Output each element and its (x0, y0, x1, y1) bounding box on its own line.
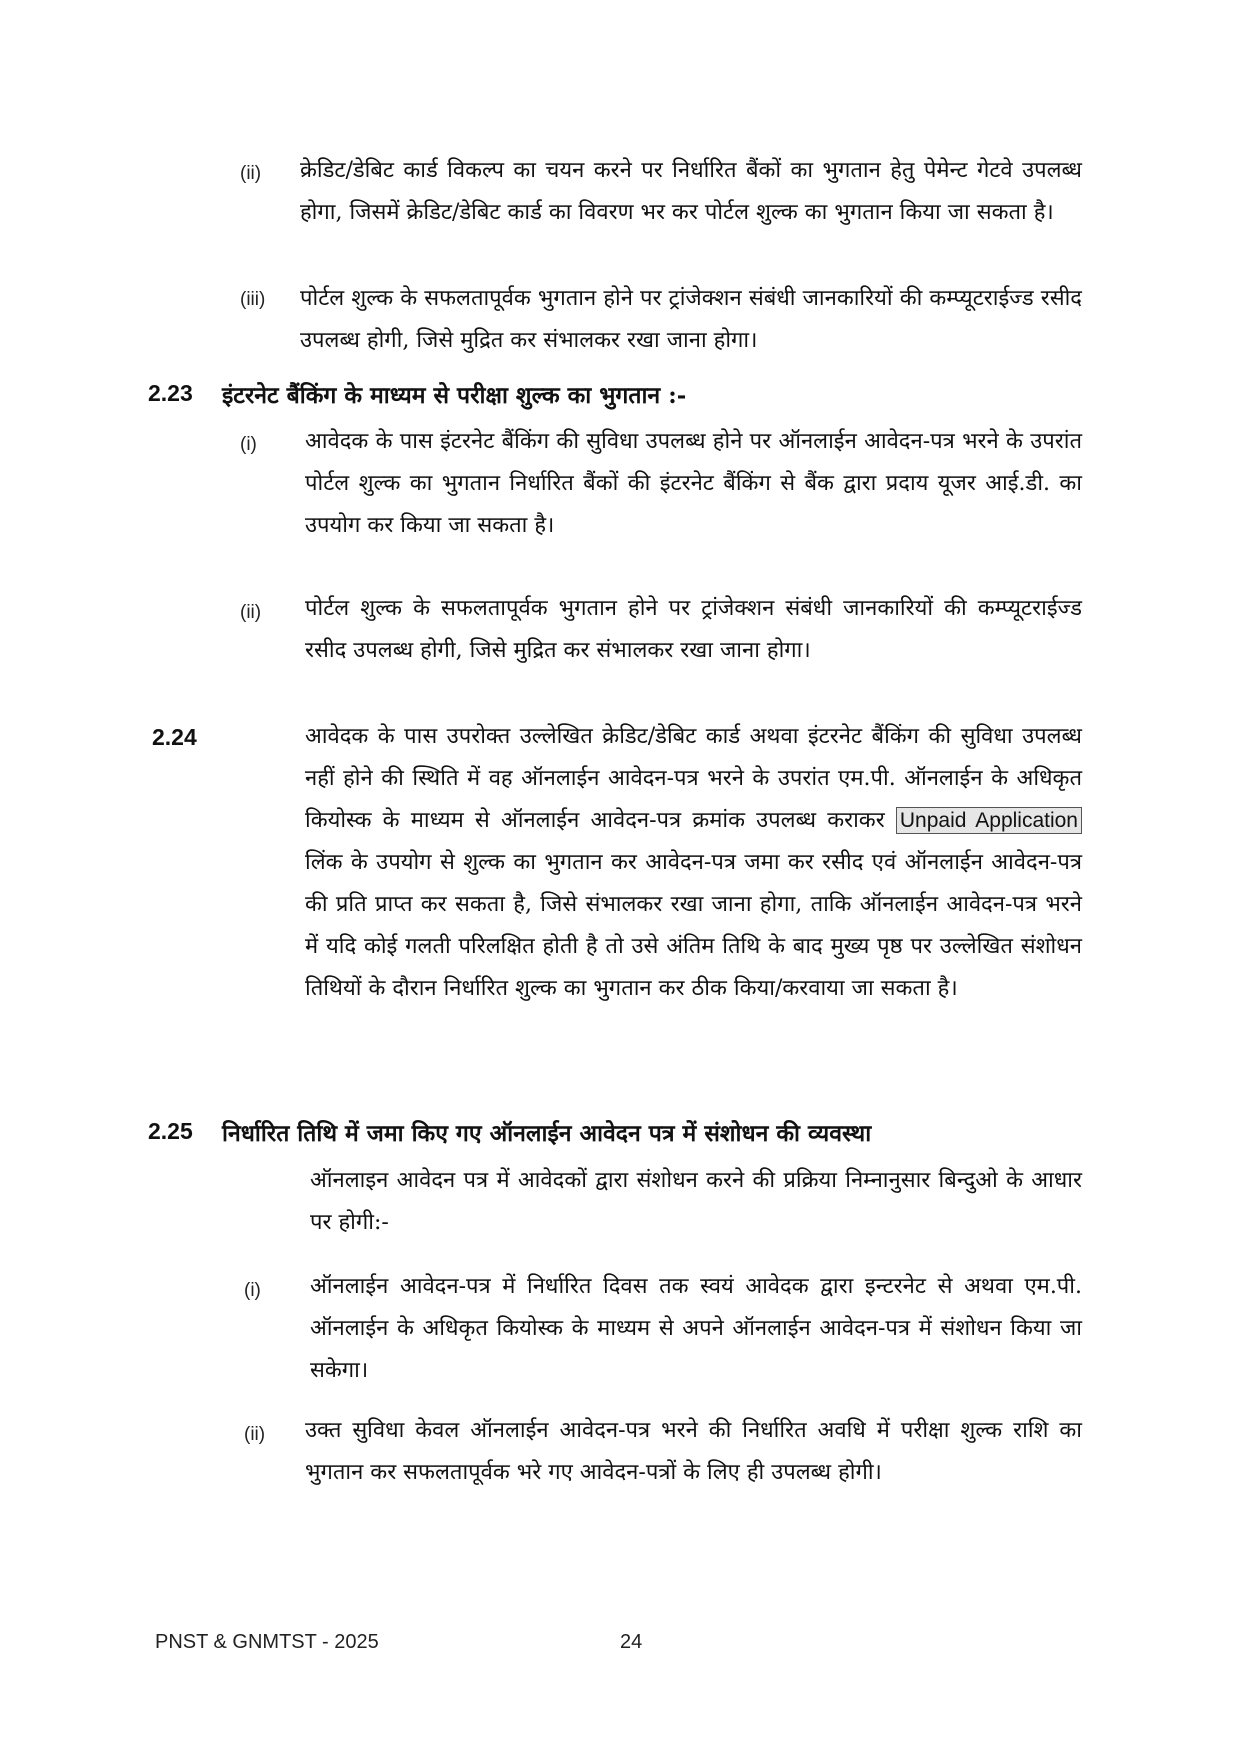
item-text: क्रेडिट/डेबिट कार्ड विकल्प का चयन करने पर निर्धारित बैंकों का भुगतान हेतु पेमेन्ट गेटवे उपलब्ध होगा, जिसमें क्रेडिट/डेबिट कार्ड का विवरण भर कर पोर्टल शुल्क का भुगतान किया जा सकता है। (300, 158, 1082, 225)
section-title: निर्धारित तिथि में जमा किए गए ऑनलाईन आवेदन पत्र में संशोधन की व्यवस्था (222, 1120, 872, 1147)
item-number: (iii) (240, 289, 266, 310)
footer-title: PNST & GNMTST - 2025 (155, 1631, 379, 1653)
text-before-link: आवेदक के पास उपरोक्त उल्लेखित क्रेडिट/डेबिट कार्ड अथवा इंटरनेट बैंकिंग की सुविधा उपलब्ध नहीं होने की स्थिति में वह ऑनलाईन आवेदन-पत्र भरने के उपरांत एम.पी. ऑनलाईन के अधिकृत कियोस्क के माध्यम से ऑनलाईन आवेदन-पत्र क्रमांक उपलब्ध कराकर (305, 724, 1082, 833)
text-after-link: लिंक के उपयोग से शुल्क का भुगतान कर आवेदन-पत्र जमा कर रसीद एवं ऑनलाईन आवेदन-पत्र की प्रति प्राप्त कर सकता है, जिसे संभालकर रखा जाना होगा, ताकि ऑनलाईन आवेदन-पत्र भरने में यदि कोई गलती परिलक्षित होती है तो उसे अंतिम तिथि के बाद मुख्य पृष्ठ पर उल्लेखित संशोधन तिथियों के दौरान निर्धारित शुल्क का भुगतान कर ठीक किया/करवाया जा सकता है। (305, 850, 1082, 1001)
item-text: ऑनलाईन आवेदन-पत्र में निर्धारित दिवस तक स्वयं आवेदक द्वारा इन्टरनेट से अथवा एम.पी. ऑनलाईन के अधिकृत कियोस्क के माध्यम से अपने ऑनलाईन आवेदन-पत्र में संशोधन किया जा सकेगा। (310, 1274, 1082, 1383)
item-number: (i) (240, 434, 257, 455)
section-number: 2.23 (148, 380, 193, 406)
page-number: 24 (620, 1631, 643, 1653)
section-title: इंटरनेट बैंकिंग के माध्यम से परीक्षा शुल्क का भुगतान :- (222, 382, 687, 409)
item-number: (ii) (244, 1424, 266, 1445)
section-number: 2.24 (152, 724, 197, 750)
item-text: पोर्टल शुल्क के सफलतापूर्वक भुगतान होने पर ट्रांजेक्शन संबंधी जानकारियों की कम्प्यूटराईज्ड रसीद उपलब्ध होगी, जिसे मुद्रित कर संभालकर रखा जाना होगा। (305, 596, 1082, 663)
item-text: उक्त सुविधा केवल ऑनलाईन आवेदन-पत्र भरने की निर्धारित अवधि में परीक्षा शुल्क राशि का भुगतान कर सफलतापूर्वक भरे गए आवेदन-पत्रों के लिए ही उपलब्ध होगी। (305, 1418, 1082, 1485)
unpaid-application-link[interactable]: Unpaid Application (896, 807, 1082, 834)
item-text: आवेदक के पास इंटरनेट बैंकिंग की सुविधा उपलब्ध होने पर ऑनलाईन आवेदन-पत्र भरने के उपरांत पोर्टल शुल्क का भुगतान निर्धारित बैंकों की इंटरनेट बैंकिंग से बैंक द्वारा प्रदाय यूजर आई.डी. का उपयोग कर किया जा सकता है। (305, 429, 1082, 538)
section-number: 2.25 (148, 1118, 193, 1144)
section-intro: ऑनलाइन आवेदन पत्र में आवेदकों द्वारा संशोधन करने की प्रक्रिया निम्नानुसार बिन्दुओ के आधार पर होगी:- (310, 1168, 1082, 1235)
item-number: (i) (244, 1280, 261, 1301)
item-number: (ii) (240, 602, 262, 623)
item-text: पोर्टल शुल्क के सफलतापूर्वक भुगतान होने पर ट्रांजेक्शन संबंधी जानकारियों की कम्प्यूटराईज्ड रसीद उपलब्ध होगी, जिसे मुद्रित कर संभालकर रखा जाना होगा। (300, 286, 1082, 353)
item-number: (ii) (240, 163, 262, 184)
section-text (305, 716, 1082, 1010)
